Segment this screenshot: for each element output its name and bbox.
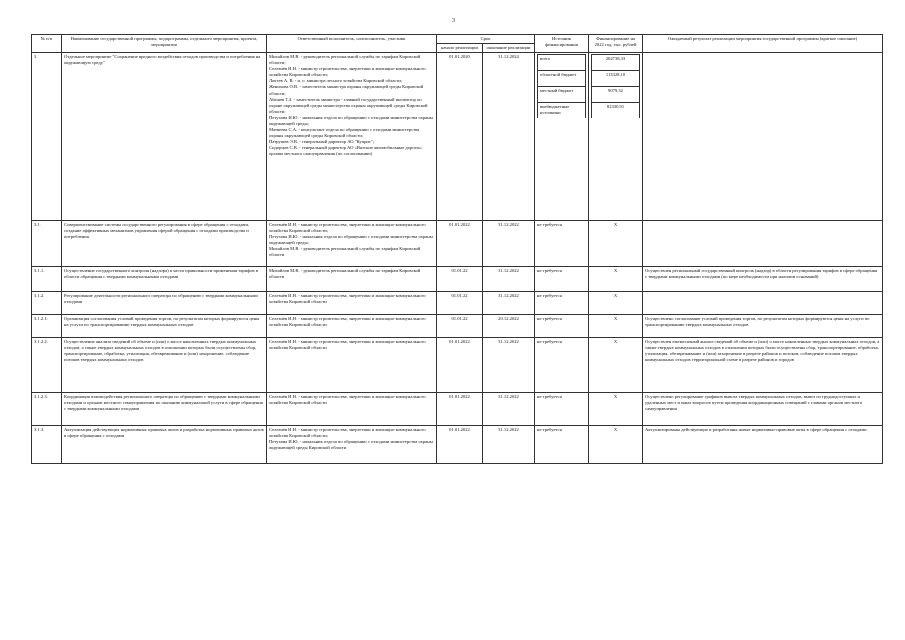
executor-item: Петухова И.Ю. - начальник отдела по обращению с отходами министерства охраны окружающей среды Кировской области (269, 439, 433, 451)
row-num: 3.1.3. (32, 426, 62, 464)
header-source: Источник финансирования (535, 35, 589, 53)
row-result (643, 221, 883, 267)
row-result: Осуществлен региональный государственный контроль (надзор) в области регулирования тарифов в сфере обращения с твердыми коммунальными отходами (по мере необходимости при наличии оснований) (643, 267, 883, 292)
row-name: Отдельное мероприятие "Сохранение вредного воздействия отходов производства и потребления на окружающую среду" (62, 53, 267, 221)
row-executors (267, 338, 437, 393)
header-name: Наименование государственной программы, подпрограммы, отдельного мероприятия, проекта, мероприятия (62, 35, 267, 53)
row-end: 31.12.2022 (483, 221, 535, 267)
row-source: не требуется (535, 315, 589, 338)
table-row (32, 267, 883, 292)
header-num: № п/п (32, 35, 62, 53)
row-num: 3 (32, 53, 62, 221)
table-row (32, 393, 883, 426)
source-item: областной бюджет (538, 71, 586, 87)
source-item: внебюджетные источники (538, 103, 586, 119)
row-start: 01.01.22 (437, 267, 483, 292)
row-name: Актуализация действующих нормативных правовых актов и разработка нормативных правовых актов в сфере обращения с отходами (62, 426, 267, 464)
row-funding: X (589, 292, 643, 315)
row-name: Совершенствование системы государственного регулирования в сфере обращения с отходами, создание эффективных механизмов управления сферой обращения с отходами производства и потребления (62, 221, 267, 267)
source-item: всего (538, 55, 586, 71)
row-end: 31.12.2022 (483, 292, 535, 315)
executor-item: Локтев А. В. - и. о. министра лесного хозяйства Кировской области; (269, 78, 403, 84)
row-result: Осуществлено регулирование графиков вывоза твердых коммунальных отходов, вывоз из труднодоступных и удаленных мест и иных вопросов путем проведения координационных совещаний с главами органов местного самоуправления (643, 393, 883, 426)
header-executor: Ответственный исполнитель, соисполнитель, участник (267, 35, 437, 53)
executor-item: Михайлов М.В. - руководитель региональной службы по тарифам Кировской области; (269, 54, 421, 66)
row-num: 3.1.2.3. (32, 393, 62, 426)
executor-item: Селезнёв И.Н. - министр строительства, энергетики и жилищно-коммунального хозяйства Кировской области; (269, 427, 426, 439)
row-funding: X (589, 393, 643, 426)
row-executors (267, 267, 437, 292)
row-source: не требуется (535, 393, 589, 426)
row-end: 31.12.2022 (483, 338, 535, 393)
table-row (32, 221, 883, 267)
row-source: не требуется (535, 426, 589, 464)
row-start: 01.01.2022 (437, 426, 483, 464)
executor-item: Селезнёв И.Н. - министр строительства, энергетики и жилищно-коммунального хозяйства Кировской области; (269, 66, 426, 78)
executor-item: Михайлов М.В. - руководитель региональной службы по тарифам Кировской области (269, 246, 421, 258)
row-name: Осуществление анализа сведений об объеме и (или) о массе накопленных твердых коммунальных отходов, а также твердых коммунальных отходов в отношении которых были осуществлены сбор, транспортирование, обработка, утилизация, обезвреживание и (или) захоронение, соблюдение потоков твердых коммунальных отходов (62, 338, 267, 393)
row-executors (267, 221, 437, 267)
funding-item: 9079,32 (592, 87, 640, 103)
row-source: не требуется (535, 292, 589, 315)
row-funding: X (589, 315, 643, 338)
table-row (32, 292, 883, 315)
row-result: Осуществлен ежемесячный анализ сведений об объеме и (или) о массе накопленных твердых коммунальных отходов, а также твердых коммунальных отходов в отношении которых были осуществлены сбор, транспортирование, обработка, утилизация, обезвреживание и (или) захоронение в разрезе районов и потоков, соблюдение потоков твердых коммунальных отходов территориальной схеме в разрезе районов и городов (643, 338, 883, 393)
row-end: 31.12.2022 (483, 267, 535, 292)
table-row (32, 338, 883, 393)
row-num: 3.1.1. (32, 267, 62, 292)
executor-item: Патрушев Э.В. - генеральный директор АО "Куприт"; (269, 139, 375, 144)
table-row (32, 315, 883, 338)
funding-item: 204738,33 (592, 55, 640, 71)
header-end: окончание реализации (483, 44, 535, 53)
executor-item: Женихова О.В. - заместитель министра охраны окружающей среды Кировской области; (269, 84, 424, 96)
row-name: Регулирование деятельности регионального оператора по обращению с твердыми коммунальными отходами (62, 292, 267, 315)
row-sources (535, 53, 589, 221)
executor-item: Петухова И.Ю. - начальник отдела по обращению с отходами министерства охраны окружающей среды; (269, 114, 433, 126)
funding-item: 82330,91 (592, 103, 640, 119)
row-funding: X (589, 267, 643, 292)
row-end: 31.12.2024 (483, 53, 535, 221)
header-result: Ожидаемый результат реализации мероприятия государственной программы (краткое описание) (643, 35, 883, 53)
row-executors (267, 426, 437, 464)
table-row (32, 53, 883, 221)
table-row (32, 426, 883, 464)
row-start: 01.01.2020 (437, 53, 483, 221)
row-start: 01.01.2022 (437, 221, 483, 267)
executor-item: Селезнёв И.Н. - министр строительства, энергетики и жилищно-коммунального хозяйства Кировской области (269, 293, 426, 305)
funding-item: 113328,10 (592, 71, 640, 87)
row-source: не требуется (535, 338, 589, 393)
executor-item: Сидорцов С.В. - генеральный директор АО «Вятские автомобильные дороги»; (269, 145, 423, 151)
row-name: Координация взаимодействия регионального оператора по обращению с твердыми коммунальными отходами и органов местного самоуправления по оказанию коммунальной услуги в сфере обращения с твердыми коммунальными отходами (62, 393, 267, 426)
row-end: 20.12.2022 (483, 315, 535, 338)
row-start: 01.01.22 (437, 292, 483, 315)
executor-item: Матвеева С.А. - консультант отдела по обращению с отходами министерства охраны окружающей среды Кировской области; (269, 126, 420, 138)
row-name: Организация согласования условий проведения торгов, по результатам которых формируются цены на услуги по транспортированию твердых коммунальных отходов (62, 315, 267, 338)
program-table (31, 34, 883, 464)
row-result: Осуществлено согласование условий проведения торгов, по результатам которых формируются цены на услуги по транспортированию твердых коммунальных отходов (643, 315, 883, 338)
executor-item: Селезнёв И.Н. - министр строительства, энергетики и жилищно-коммунального хозяйства Кировской области (269, 339, 426, 351)
row-name: Осуществление государственного контроля (надзора) в части правильности применения тарифов в области обращения с твердыми коммунальными отходами (62, 267, 267, 292)
row-executors (267, 315, 437, 338)
row-start: 01.01.2022 (437, 393, 483, 426)
row-source: не требуется (535, 267, 589, 292)
row-num: 3.1. (32, 221, 62, 267)
row-executors (267, 393, 437, 426)
row-executors (267, 292, 437, 315)
row-num: 3.1.2. (32, 292, 62, 315)
row-source: не требуется (535, 221, 589, 267)
header-start: начало реализации (437, 44, 483, 53)
row-num: 3.1.2.1. (32, 315, 62, 338)
executor-item: органы местного самоуправления (по согласованию) (269, 151, 373, 157)
row-result (643, 53, 883, 221)
row-num: 3.1.2.2. (32, 338, 62, 393)
executor-item: Селезнёв И.Н. - министр строительства, энергетики и жилищно-коммунального хозяйства Кировской области (269, 394, 426, 406)
page-number: 3 (452, 18, 455, 24)
header-term: Срок (437, 35, 535, 44)
header-funding: Финансирование на 2022 год, тыс. рублей (589, 35, 643, 53)
executor-item: Абашев Т.З. - заместитель министра - главный государственный инспектор по охране окружающей среды министерства охраны окружающей среды Кировской области; (269, 96, 428, 114)
row-executors (267, 53, 437, 221)
row-funding: X (589, 221, 643, 267)
executor-item: Селезнёв И.Н. - министр строительства, энергетики и жилищно-коммунального хозяйства Кировской области; (269, 222, 426, 234)
row-funding: X (589, 426, 643, 464)
row-result: Актуализированы действующие и разработаны новые нормативно-правовые акты в сфере обращения с отходами (643, 426, 883, 464)
executor-item: Петухова И.Ю. - начальник отдела по обращению с отходами министерства охраны окружающей среды; (269, 234, 433, 246)
executor-item: Михайлов М.В. - руководитель региональной службы по тарифам Кировской области (269, 268, 421, 280)
row-end: 31.12.2022 (483, 426, 535, 464)
row-start: 01.01.22 (437, 315, 483, 338)
row-funding: X (589, 338, 643, 393)
row-result (643, 292, 883, 315)
row-funding (589, 53, 643, 221)
header-row (32, 35, 883, 44)
executor-item: Селезнёв И.Н. - министр строительства, энергетики и жилищно-коммунального хозяйства Кировской области (269, 316, 426, 328)
row-start: 01.01.2022 (437, 338, 483, 393)
row-end: 31.12.2022 (483, 393, 535, 426)
source-item: местный бюджет (538, 87, 586, 103)
